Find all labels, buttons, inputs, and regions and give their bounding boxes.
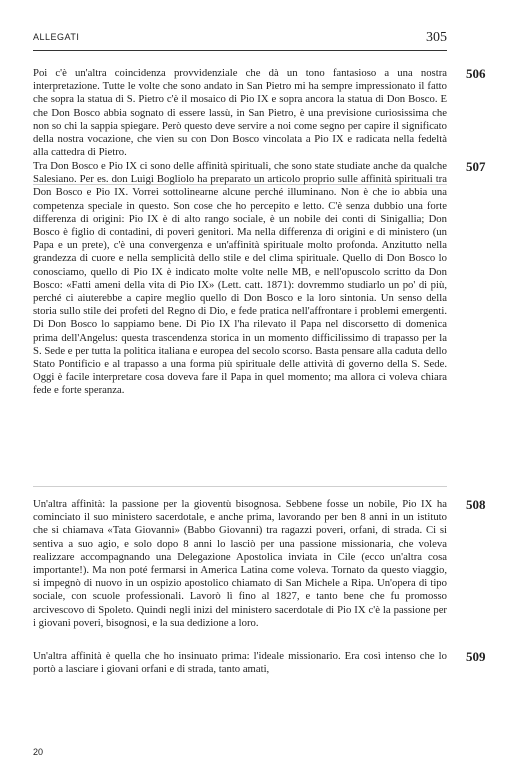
paragraph-number-506: 506 — [466, 66, 486, 81]
paragraph-number-509: 509 — [466, 649, 486, 664]
paragraph-506: Poi c'è un'altra coincidenza provvidenziale che dà un tono fantasioso a una nostra interpretazione. Tutte le volte che sono andato in San Pietro mi ha sempre impressionato il fatto che sopra la statua di S. Pietro c'è il mosaico di Pio IX e sopra ancora la statua di Don Bosco. E che Don Bosco abbia sognato di essere lassù, in San Pietro, è una previsione curiosissima che non so chi la sappia spiegare. Però questo deve servire a noi come segno per capire il significato della nostra vocazione, che vien su con Don Bosco vincolata a Pio IX e radicata nella fedeltà alla cattedra di Pietro. — [33, 67, 447, 159]
page-number: 305 — [426, 30, 447, 45]
section-title: ALLEGATI — [33, 32, 80, 42]
paragraph-divider — [33, 486, 447, 487]
paragraph-508: Un'altra affinità: la passione per la gioventù bisognosa. Sebbene fosse un nobile, Pio IX ha cominciato il suo ministero sacerdotale, e anche prima, lavorando per ben 8 anni in un istituto che si chiamava «Tata Giovanni» (Babbo Giovanni) tra ragazzi poveri, orfani, di strada. Ci si sentiva a suo agio, e solo dopo 8 anni lo lasciò per una passione missionaria, che voleva realizzare accompagnando una Delegazione Apostolica inviata in Cile (ecco un'altra cosa importante!). Ma non poté fermarsi in America Latina come voleva. Tornato da questo viaggio, si impegnò di nuovo in un ospizio apostolico chiamato di San Michele a Ripa. Un'opera di tipo sociale, con scuole professionali. Lavorò lì fino al 1827, e tanto bene che fu promosso arcivescovo di Spoleto. Quindi negli inizi del ministero sacerdotale di Pio IX c'è la passione per i giovani poveri, bisognosi, e la sua dedizione a loro. — [33, 498, 447, 629]
paragraph-number-508: 508 — [466, 497, 486, 512]
paragraph-509: Un'altra affinità è quella che ho insinuato prima: l'ideale missionario. Era così intenso che lo portò a lasciare i giovani orfani e di strada, tanto amati, — [33, 650, 447, 676]
paragraph-507: Tra Don Bosco e Pio IX ci sono delle affinità spirituali, che sono state studiate anche da qualche Salesiano. Per es. don Luigi Bogliolo ha preparato un articolo proprio sulle affinità spirituali tra Don Bosco e Pio IX. Vorrei sottolinearne alcune perché illuminano. Non è che io abbia una competenza speciale in questo. Son cose che ho percepito e letto. C'è senza dubbio una forte differenza di origini: Pio IX è di alto rango sociale, è un nobile dei conti di Sinigallia; Don Bosco è figlio di contadini, di poveri genitori. Ma nella differenza di origini e di ministero (un Papa e un prete), c'è una convergenza e un'affinità spirituale molto profonda. Anzitutto nella grandezza di cuore e nella semplicità dello stile e del clima spirituale. Quello di Don Bosco lo conosciamo, quello di Pio IX è indicato molte volte nelle MB, e nell'opuscolo scritto da Don Bosco: «Fatti ameni della vita di Pio IX» (Lett. catt. 1871): dovremmo studiarlo un po' di più, perché ci aiuterebbe a capire meglio quello di Don Bosco e la loro sintonia. Un senso della storia sullo stile dei profeti del Regno di Dio, e fede pratica nell'affrontare i problemi emergenti. Di Don Bosco lo sappiamo bene. Di Pio IX l'ha rilevato il Papa nel discorsetto di domenica prima dell'Angelus: questa trascendenza storica in un momento difficilissimo di trapasso per la S. Sede e per tutta la politica italiana e europea del secolo scorso. Basta pensare alla caduta dello Stato Pontificio e al trapasso a una forma più spirituale delle attività di governo della S. Sede. Oggi è facile interpretare cosa doveva fare il Papa in quel momento; ma allora ci voleva chiara fede e forte speranza. — [33, 160, 447, 397]
running-header — [33, 30, 447, 48]
paragraph-number-507: 507 — [466, 159, 486, 174]
header-rule — [33, 50, 447, 51]
signature-mark: 20 — [33, 747, 44, 757]
